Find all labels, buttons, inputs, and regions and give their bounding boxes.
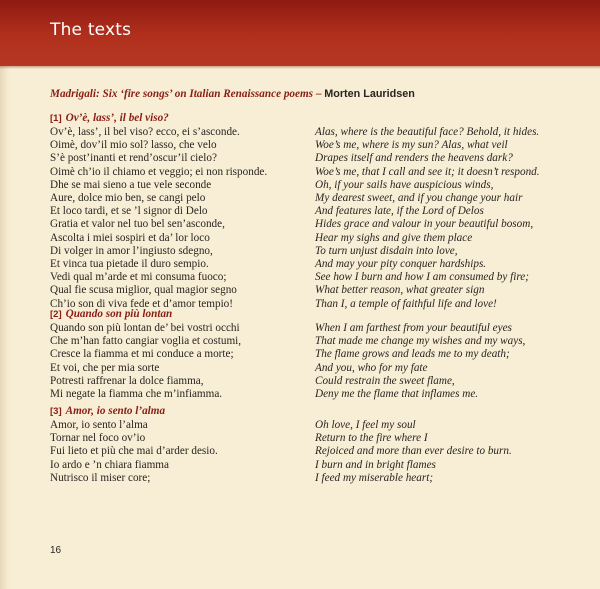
verse-line: What better reason, what greater sign bbox=[315, 284, 485, 297]
verse-line: Vedi qual m’arde et mi consuma fuoco; bbox=[50, 271, 227, 284]
verse-line: Deny me the flame that inflames me. bbox=[315, 388, 479, 401]
italian-text-3 bbox=[50, 419, 300, 485]
section-number: [3] bbox=[50, 406, 62, 417]
verse-line: Oh, if your sails have auspicious winds, bbox=[315, 178, 494, 191]
verse-line: Woe’s me, that I call and see it; it doesn’t respond. bbox=[315, 165, 540, 178]
english-text-1 bbox=[315, 126, 585, 311]
verse-line: Gratia et valor nel tuo bel sen’asconde, bbox=[50, 218, 225, 231]
verse-line: Potresti raffrenar la dolce fiamma, bbox=[50, 374, 204, 387]
section-title: Quando son più lontan bbox=[65, 308, 173, 320]
composer-name: Morten Lauridsen bbox=[324, 88, 415, 100]
verse-line: Et vinca tua pietade il duro sempio. bbox=[50, 258, 209, 271]
page-title: The texts bbox=[50, 20, 132, 40]
verse-line: And you, who for my fate bbox=[315, 361, 428, 374]
verse-line: Fui lieto et più che mai d’arder desio. bbox=[50, 445, 218, 458]
verse-line: Nutrisco il miser core; bbox=[50, 471, 151, 484]
work-separator: – bbox=[315, 88, 322, 100]
verse-line: Qual fie scusa miglior, qual magior segno bbox=[50, 284, 237, 297]
verse-line: The flame grows and leads me to my death; bbox=[315, 348, 510, 361]
section-title: Amor, io sento l’alma bbox=[65, 405, 166, 417]
verse-line: Ov’è, lass’, il bel viso? ecco, ei s’asconde. bbox=[50, 126, 240, 138]
work-title: Madrigali: Six ‘fire songs’ on Italian Renaissance poems bbox=[50, 88, 314, 100]
verse-line: Tornar nel foco ov’io bbox=[50, 432, 146, 445]
section-heading-1 bbox=[50, 112, 169, 124]
verse-line: Cresce la fiamma et mi conduce a morte; bbox=[50, 348, 234, 361]
verse-line: Aure, dolce mio ben, se cangi pelo bbox=[50, 192, 206, 205]
english-text-3 bbox=[315, 419, 585, 485]
verse-line: And features late, if the Lord of Delos bbox=[315, 205, 484, 218]
verse-line: Than I, a temple of faithful life and love! bbox=[315, 297, 497, 310]
work-heading bbox=[50, 88, 570, 100]
section-heading-2 bbox=[50, 308, 172, 320]
verse-line: Oimè ch’io il chiamo et veggio; ei non risponde. bbox=[50, 165, 268, 178]
verse-line: Hear my sighs and give them place bbox=[315, 231, 473, 244]
verse-line: Rejoiced and more than ever desire to burn. bbox=[315, 445, 512, 458]
section-title: Ov’è, lass’, il bel viso? bbox=[65, 112, 169, 124]
verse-line: When I am farthest from your beautiful eyes bbox=[315, 322, 512, 334]
italian-text-2 bbox=[50, 322, 300, 401]
verse-line: Dhe se mai sieno a tue vele seconde bbox=[50, 178, 212, 191]
verse-line: My dearest sweet, and if you change your hair bbox=[315, 192, 523, 205]
verse-line: Di volger in amor l’ingiusto sdegno, bbox=[50, 244, 213, 257]
verse-line: Woe’s me, where is my sun? Alas, what veil bbox=[315, 139, 508, 152]
page-number: 16 bbox=[50, 545, 62, 556]
verse-line: Oimè, dov’il mio sol? lasso, che velo bbox=[50, 139, 217, 152]
verse-line: Mi negate la fiamma che m’infiamma. bbox=[50, 388, 223, 401]
verse-line: Return to the fire where I bbox=[315, 432, 428, 445]
verse-line: And may your pity conquer hardships. bbox=[315, 258, 487, 271]
verse-line: Io ardo e ’n chiara fiamma bbox=[50, 458, 169, 471]
verse-line: Hides grace and valour in your beautiful bosom, bbox=[315, 218, 534, 231]
verse-line: Alas, where is the beautiful face? Behold, it hides. bbox=[315, 126, 540, 138]
verse-line: Oh love, I feel my soul bbox=[315, 419, 416, 431]
page-binding-edge bbox=[0, 0, 10, 589]
verse-line: I feed my miserable heart; bbox=[315, 471, 434, 484]
verse-line: I burn and in bright flames bbox=[315, 458, 436, 471]
verse-line: S’è post’inanti et rend’oscur’il cielo? bbox=[50, 152, 217, 165]
verse-line: That made me change my wishes and my ways, bbox=[315, 335, 526, 348]
section-heading-3 bbox=[50, 405, 165, 417]
verse-line: Et voi, che per mia sorte bbox=[50, 361, 160, 374]
verse-line: Could restrain the sweet flame, bbox=[315, 374, 455, 387]
verse-line: Drapes itself and renders the heavens dark? bbox=[315, 152, 513, 165]
section-number: [2] bbox=[50, 309, 62, 320]
section-number: [1] bbox=[50, 113, 62, 124]
italian-text-1 bbox=[50, 126, 300, 311]
english-text-2 bbox=[315, 322, 585, 401]
verse-line: Amor, io sento l’alma bbox=[50, 419, 148, 431]
verse-line: Ascolta i miei sospiri et da’ lor loco bbox=[50, 231, 210, 244]
verse-line: To turn unjust disdain into love, bbox=[315, 244, 458, 257]
verse-line: Che m’han fatto cangiar voglia et costumi, bbox=[50, 335, 242, 348]
verse-line: Et loco tardi, et se ’l signor di Delo bbox=[50, 205, 208, 218]
verse-line: Ch’io son di viva fede et d’amor tempio! bbox=[50, 297, 233, 310]
verse-line: See how I burn and how I am consumed by fire; bbox=[315, 271, 529, 284]
header-band bbox=[0, 0, 600, 66]
verse-line: Quando son più lontan de’ bei vostri occhi bbox=[50, 322, 240, 334]
